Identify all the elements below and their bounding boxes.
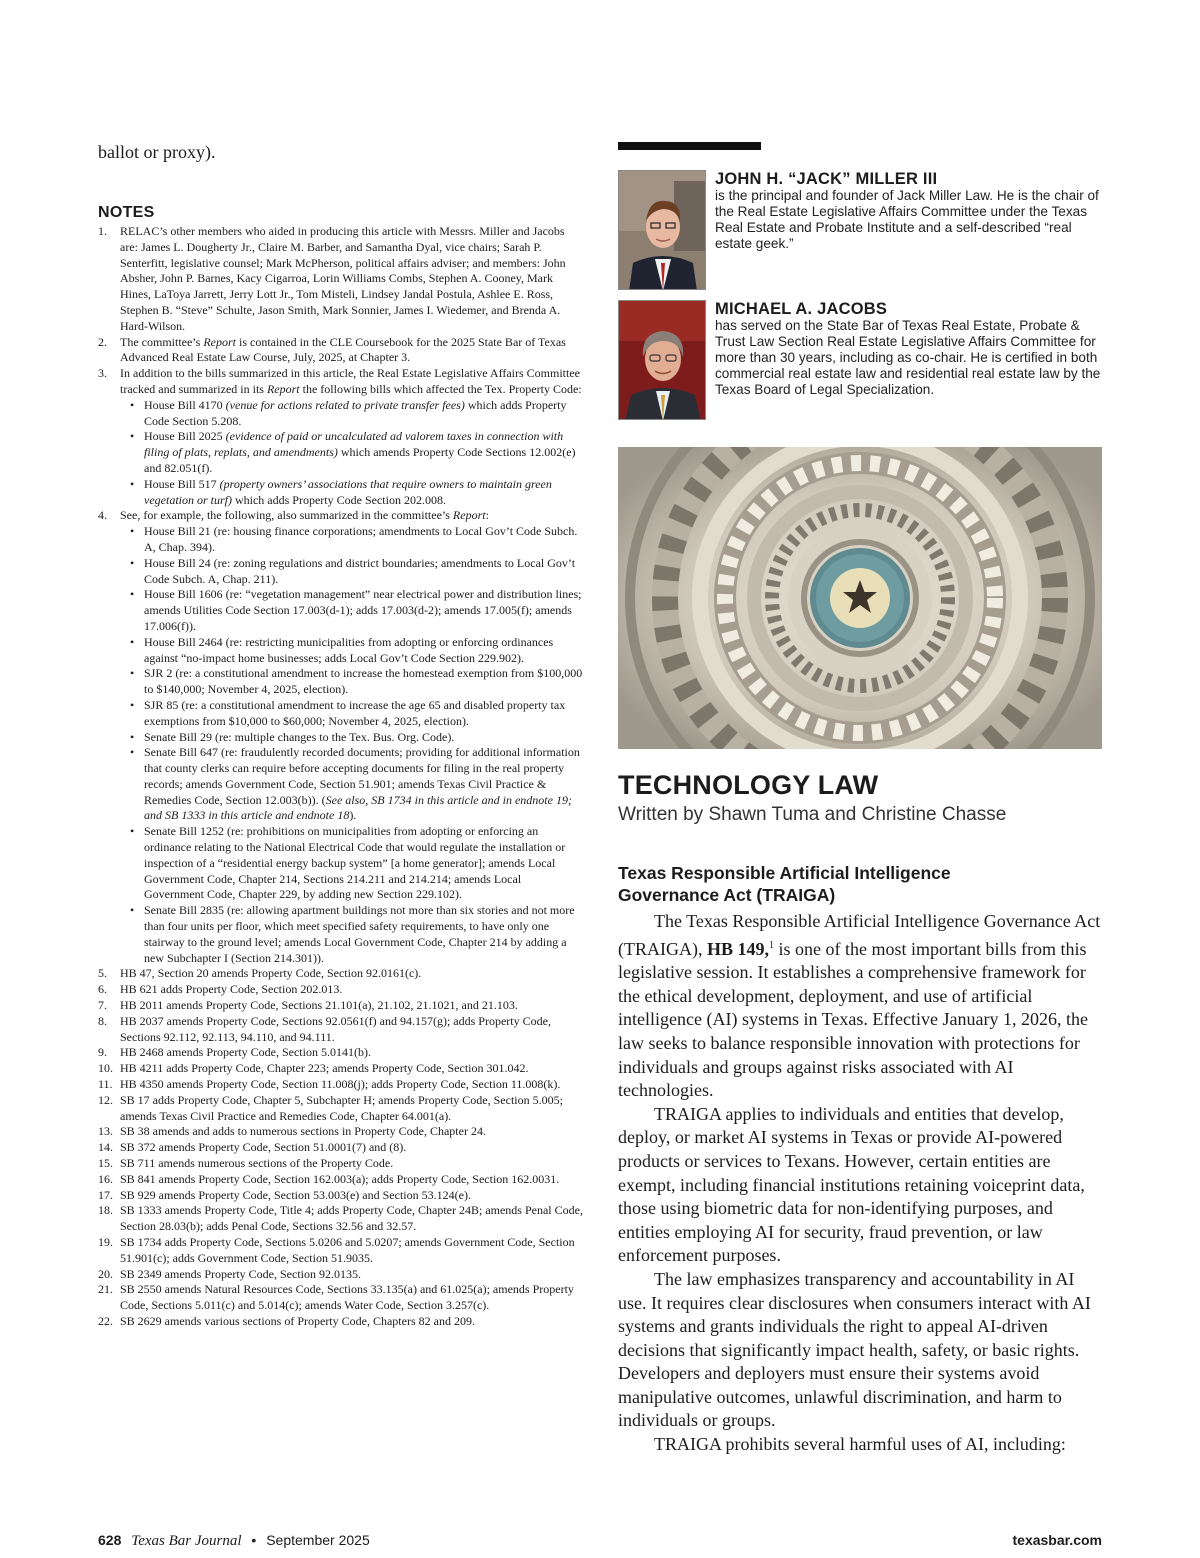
section-title: TECHNOLOGY LAW xyxy=(618,770,879,800)
endnote-text: See, for example, the following, also summarized in the committee’s Report: xyxy=(120,508,489,523)
endnote-9 xyxy=(98,1045,584,1061)
footer-separator: • xyxy=(251,1532,257,1548)
article-heading: Texas Responsible Artificial Intelligence Governance Act (TRAIGA) xyxy=(618,863,951,905)
bill-item: • Senate Bill 29 (re: multiple changes to the Tex. Bus. Org. Code). xyxy=(120,730,584,746)
endnote-13 xyxy=(98,1124,584,1140)
endnote-text: SB 38 amends and adds to numerous sections in Property Code, Chapter 24. xyxy=(120,1124,486,1139)
endnote-1 xyxy=(98,224,584,335)
page-footer xyxy=(98,1532,1102,1552)
bill-item: • Senate Bill 647 (re: fraudulently recorded documents; providing for additional information that county clerks can require before accepting documents for filing in the real property records; amends Government Code, Section 51.901; amends Texas Civil Practice & Remedies Code, Section 12.003(b)). (See also, SB 1734 in this article and in endnote 19; and SB 1333 in this article and endnote 18). xyxy=(120,745,584,824)
endnote-text: SB 2550 amends Natural Resources Code, Sections 33.135(a) and 61.025(a); amends Property Code, Sections 5.011(c) and 5.014(c); amends Water Code, Section 3.257(c). xyxy=(120,1282,574,1313)
bill-list xyxy=(120,398,584,509)
author-desc-miller: is the principal and founder of Jack Miller Law. He is the chair of the Real Estate Legislative Affairs Committee under the Texas Real Estate and Probate Institute and a self-described “real estate geek.” xyxy=(715,188,1099,251)
endnote-number: 9. xyxy=(98,1045,107,1060)
right-column xyxy=(618,142,1102,1455)
endnote-text: HB 2011 amends Property Code, Sections 21.101(a), 21.102, 21.1021, and 21.103. xyxy=(120,998,518,1013)
bill-item: • SJR 2 (re: a constitutional amendment to increase the homestead exemption from $100,000 to $140,000; November 4, 2025, election). xyxy=(120,666,584,698)
endnote-text: SB 1734 adds Property Code, Sections 5.0206 and 5.0207; amends Government Code, Section 51.901(c); adds Government Code, Section 51.9035. xyxy=(120,1235,575,1265)
endnote-text: HB 47, Section 20 amends Property Code, Section 92.0161(c). xyxy=(120,966,422,981)
endnote-number: 3. xyxy=(98,366,107,381)
endnote-number: 12. xyxy=(98,1092,113,1107)
page-number: 628 xyxy=(98,1532,122,1548)
endnote-14 xyxy=(98,1140,584,1156)
article-paragraph: The law emphasizes transparency and accountability in AI use. It requires clear disclosures when consumers interact with AI systems and grants individuals the right to appeal AI-driven decisions that significantly impact health, safety, or basic rights. Developers and deployers must ensure their systems avoid manipulative outcomes, unlawful discrimination, and harm to individuals or groups. xyxy=(618,1268,1091,1431)
endnote-number: 14. xyxy=(98,1140,113,1155)
bill-item: • House Bill 24 (re: zoning regulations and district boundaries; amendments to Local Gov’t Code Subch. A, Chap. 211). xyxy=(120,556,584,588)
article-paragraph: TRAIGA applies to individuals and entities that develop, deploy, or market AI systems in Texas or provide AI-powered products or services to Texans. However, certain entities are exempt, including financial institutions retaining voiceprint data, those using biometric data for non-identifying purposes, and entities employing AI for security, fraud prevention, or law enforcement purposes. xyxy=(618,1103,1085,1266)
section-rule xyxy=(618,142,761,150)
endnote-number: 6. xyxy=(98,982,107,997)
journal-name: Texas Bar Journal xyxy=(131,1533,242,1549)
capitol-dome-photo xyxy=(618,447,1102,749)
endnote-7 xyxy=(98,998,584,1014)
endnote-text: SB 2349 amends Property Code, Section 92.0135. xyxy=(120,1266,361,1281)
endnote-text: HB 4350 amends Property Code, Section 11.008(j); adds Property Code, Section 11.008(k). xyxy=(120,1077,561,1092)
endnote-3 xyxy=(98,366,584,508)
bill-item: • Senate Bill 1252 (re: prohibitions on municipalities from adopting or enforcing an ordinance relating to the National Electrical Code that would regulate the installation or inspection of a “residential energy backup system” [a home generator]; amends Local Government Code, Chapter 214, Sections 214.211 and 214.214; amends Local Government Code, Chapter 229, by adding new Section 229.102). xyxy=(120,824,584,903)
endnote-5 xyxy=(98,966,584,982)
bill-item: • House Bill 1606 (re: “vegetation management” near electrical power and distribution lines; amends Utilities Code Section 17.003(d-1); adds 17.003(d-2); amends 17.005(f); amends 17.006(f)). xyxy=(120,587,584,634)
endnote-22 xyxy=(98,1314,584,1330)
bill-item: • SJR 85 (re: a constitutional amendment to increase the age 65 and disabled property tax exemptions from $10,000 to $60,000; November 4, 2025, election). xyxy=(120,698,584,730)
bill-item: • House Bill 517 (property owners’ associations that require owners to maintain green vegetation or turf) which adds Property Code Section 202.008. xyxy=(120,477,584,509)
endnote-17 xyxy=(98,1188,584,1204)
endnote-number: 16. xyxy=(98,1171,113,1186)
notes-heading: NOTES xyxy=(98,204,155,221)
endnote-20 xyxy=(98,1267,584,1283)
endnote-text: SB 17 adds Property Code, Chapter 5, Subchapter H; amends Property Code, Section 5.005; amends Texas Civil Practice and Remedies Code, Chapter 64.001(a). xyxy=(120,1092,563,1123)
endnote-number: 7. xyxy=(98,998,107,1013)
bill-item: • House Bill 2025 (evidence of paid or uncalculated ad valorem taxes in connection with filing of plats, replats, and amendments) which amends Property Code Sections 12.002(e) and 82.051(f). xyxy=(120,429,584,476)
endnote-text: SB 2629 amends various sections of Property Code, Chapters 82 and 209. xyxy=(120,1313,475,1328)
endnote-11 xyxy=(98,1077,584,1093)
endnote-number: 11. xyxy=(98,1077,113,1092)
endnote-number: 4. xyxy=(98,508,107,523)
endnote-10 xyxy=(98,1061,584,1077)
endnote-number: 13. xyxy=(98,1124,113,1139)
bill-item: • House Bill 4170 (venue for actions related to private transfer fees) which adds Property Code Section 5.208. xyxy=(120,398,584,430)
issue-date: September 2025 xyxy=(266,1532,370,1548)
endnote-number: 21. xyxy=(98,1282,113,1297)
article-paragraph: TRAIGA prohibits several harmful uses of AI, including: xyxy=(654,1434,1066,1455)
author-bio-jacobs xyxy=(618,300,1102,426)
bill-item: • Senate Bill 2835 (re: allowing apartment buildings not more than six stories and not more than four units per floor, which meet specified safety requirements, to have only one stairway to the ground level; amends Local Government Code, Chapter 214 by adding a new Subchapter I (Section 214.301)). xyxy=(120,903,584,966)
endnote-text: HB 2037 amends Property Code, Sections 92.0561(f) and 94.157(g); adds Property Code, Sections 92.112, 92.113, 94.110, and 94.111. xyxy=(120,1013,551,1044)
endnote-marker[interactable]: 1 xyxy=(769,939,774,951)
endnote-number: 8. xyxy=(98,1013,107,1028)
bill-item: • House Bill 21 (re: housing finance corporations; amendments to Local Gov’t Code Subch. A, Chap. 394). xyxy=(120,524,584,556)
endnote-text: In addition to the bills summarized in this article, the Real Estate Legislative Affairs Committee tracked and summarized in its Report the following bills which affected the Tex. Property Code: xyxy=(120,366,582,396)
endnote-19 xyxy=(98,1235,584,1267)
endnote-text: SB 372 amends Property Code, Section 51.0001(7) and (8). xyxy=(120,1140,407,1155)
endnote-4 xyxy=(98,508,584,966)
endnote-text: SB 711 amends numerous sections of the Property Code. xyxy=(120,1156,394,1171)
endnote-text: SB 841 amends Property Code, Section 162.003(a); adds Property Code, Section 162.0031. xyxy=(120,1171,560,1186)
endnote-21 xyxy=(98,1282,584,1314)
endnote-number: 1. xyxy=(98,224,107,238)
endnote-number: 17. xyxy=(98,1187,113,1202)
endnote-8 xyxy=(98,1014,584,1046)
endnote-16 xyxy=(98,1172,584,1188)
author-name-jacobs: MICHAEL A. JACOBS xyxy=(715,300,888,318)
endnote-number: 2. xyxy=(98,334,107,349)
notes-column xyxy=(98,140,584,1330)
bill-reference: HB 149, xyxy=(706,938,769,959)
author-photo-miller xyxy=(618,170,706,290)
endnote-text: RELAC’s other members who aided in producing this article with Messrs. Miller and Jacobs are: James L. Dougherty Jr., Claire M. Barber, and Samantha Dyal, vice chairs; Sarah P. Senterfitt, legislative counsel; Mark McPherson, political affairs adviser; and members: John Absher, John P. Barnes, Kacy Cigarroa, Lorin Williams Combs, Stephen A. Cooney, Mark Hines, LaToya Jarrett, Jerry Lott Jr., Tom Misteli, Lindsey Jandal Postula, Ashlee E. Ross, Stephen B. “Steve” Schulte, Jason Smith, Mark Sonnier, James I. Wiedemer, and Brenda A. Hard-Wilson. xyxy=(120,224,566,333)
endnote-15 xyxy=(98,1156,584,1172)
endnote-18 xyxy=(98,1203,584,1235)
continued-text: ballot or proxy). xyxy=(98,142,216,162)
endnote-text: SB 1333 amends Property Code, Title 4; adds Property Code, Chapter 24B; amends Penal Code, Section 28.03(b); adds Penal Code, Sections 32.56 and 32.57. xyxy=(120,1203,583,1234)
bill-list xyxy=(120,524,584,966)
section-byline: Written by Shawn Tuma and Christine Chasse xyxy=(618,804,1007,825)
endnote-number: 10. xyxy=(98,1061,113,1076)
endnote-number: 18. xyxy=(98,1203,113,1218)
endnote-text: HB 2468 amends Property Code, Section 5.0141(b). xyxy=(120,1045,371,1060)
article-paragraph: The Texas Responsible Artificial Intelligence Governance Act (TRAIGA), HB 149,$^1$ is one of the most important bills from this legislative session. It establishes a comprehensive framework for the ethical development, deployment, and use of artificial intelligence (AI) systems in Texas. Effective January 1, 2026, the law seeks to balance responsible innovation with protections for individuals and groups against risks associated with AI technologies. xyxy=(618,911,1101,1101)
endnote-text: HB 621 adds Property Code, Section 202.013. xyxy=(120,982,343,997)
endnote-text: SB 929 amends Property Code, Section 53.003(e) and Section 53.124(e). xyxy=(120,1187,471,1202)
author-photo-jacobs xyxy=(618,300,706,420)
endnote-6 xyxy=(98,982,584,998)
website-link[interactable]: texasbar.com xyxy=(1012,1532,1102,1548)
endnote-number: 5. xyxy=(98,966,107,981)
author-desc-jacobs: has served on the State Bar of Texas Real Estate, Probate & Trust Law Section Real Estate Legislative Affairs Committee for more than 30 years, including as co-chair. He is certified in both commercial real estate law and residential real estate law by the Texas Board of Legal Specialization. xyxy=(715,318,1101,397)
author-bio-miller xyxy=(618,170,1102,296)
endnote-text: HB 4211 adds Property Code, Chapter 223; amends Property Code, Section 301.042. xyxy=(120,1061,529,1076)
endnotes-list xyxy=(98,224,584,1330)
endnote-2 xyxy=(98,335,584,367)
endnote-number: 15. xyxy=(98,1156,113,1171)
article-body xyxy=(618,910,1102,1457)
bill-item: • House Bill 2464 (re: restricting municipalities from adopting or enforcing ordinances against “no-impact home businesses; adds Local Gov’t Code Section 229.902). xyxy=(120,635,584,667)
endnote-number: 20. xyxy=(98,1266,113,1281)
endnote-number: 19. xyxy=(98,1235,113,1249)
endnote-12 xyxy=(98,1093,584,1125)
author-name-miller: JOHN H. “JACK” MILLER III xyxy=(715,170,938,188)
endnote-number: 22. xyxy=(98,1313,113,1328)
endnote-text: The committee’s Report is contained in the CLE Coursebook for the 2025 State Bar of Texas Advanced Real Estate Law Course, July, 2025, at Chapter 3. xyxy=(120,334,566,365)
